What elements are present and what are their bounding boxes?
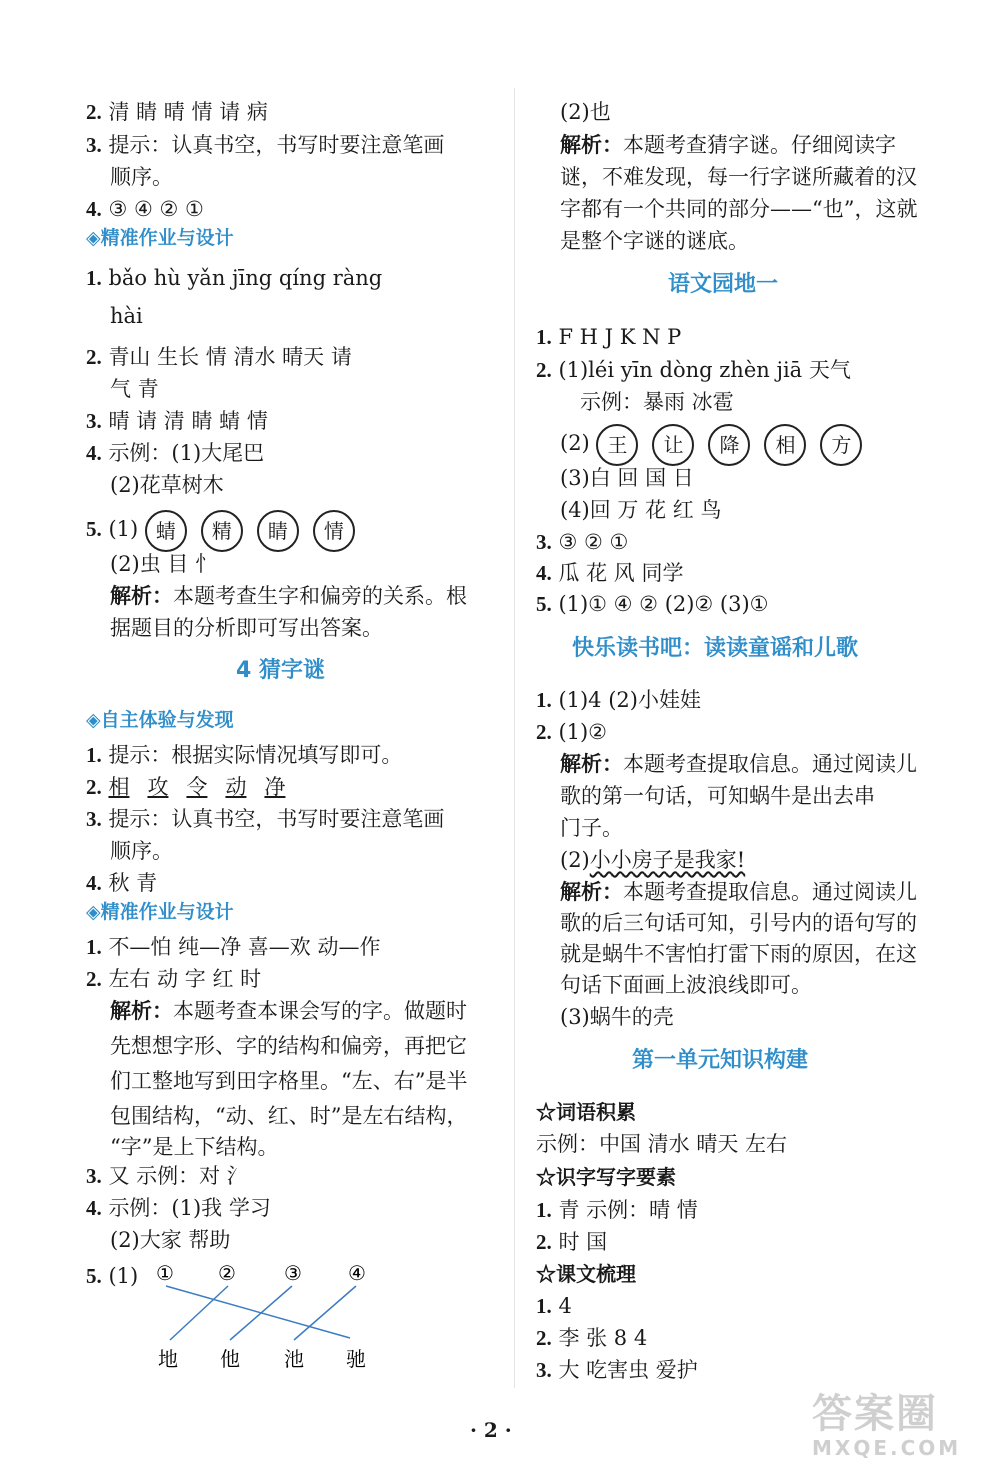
match-bottom-item: 地 (158, 1347, 178, 1371)
answer-line: 3. 提示：认真书空，书写时要注意笔画 (86, 807, 445, 831)
answer-line: (2)大家 帮助 (110, 1228, 231, 1252)
section-title: ◈自主体验与发现 (86, 709, 234, 731)
subsection-title: ☆词语积累 (536, 1100, 636, 1124)
circled-char: 相 (764, 424, 806, 466)
answer-line: (3)白 回 国 日 (560, 466, 694, 490)
pinyin-line: 1. bǎo hù yǎn jīng qíng ràng (86, 266, 383, 290)
match-line (230, 1286, 292, 1340)
answer-line: 4. 瓜 花 风 同学 (536, 561, 684, 585)
answer-line: 2. (1)② (536, 720, 608, 744)
analysis-line: 歌的后三句话可知，引号内的语句写的 (560, 911, 917, 935)
answer-line: (3)蜗牛的壳 (560, 1005, 674, 1029)
answer-line: 4. ③ ④ ② ① (86, 197, 204, 221)
match-top-item: ④ (348, 1261, 366, 1285)
answer-line: 2. 清 睛 晴 情 请 病 (86, 100, 268, 124)
lesson-heading: 语文园地一 (668, 272, 779, 297)
circled-char: 蜻 (145, 510, 187, 552)
answer-line: 4. 秋 青 (86, 871, 158, 895)
circled-answer-line: 5. (1) 蜻 精 睛 情 (86, 508, 369, 552)
circled-answer-line: (2) 王 让 降 相 方 (560, 422, 876, 466)
answer-line: 3. 提示：认真书空，书写时要注意笔画 (86, 133, 445, 157)
match-top-item: ③ (284, 1261, 302, 1285)
column-divider (514, 88, 515, 1388)
answer-line: (2)也 (560, 100, 611, 124)
answer-line: 3. 晴 请 清 睛 蜻 情 (86, 409, 268, 433)
match-top-item: ① (156, 1261, 174, 1285)
answer-line: 示例：中国 清水 晴天 左右 (536, 1132, 788, 1156)
match-line (294, 1286, 356, 1340)
analysis-line: 解析：本题考查提取信息。通过阅读儿 (560, 751, 917, 776)
circled-char: 让 (652, 424, 694, 466)
answer-line: (4)回 万 花 红 鸟 (560, 498, 722, 522)
answer-line: (2)虫 目 忄 (110, 552, 217, 576)
analysis-line: 包围结构，“动、红、时”是左右结构， (110, 1104, 468, 1128)
answer-line: 2. (1)léi yīn dòng zhèn jiā 天气 (536, 358, 851, 382)
answer-line: 示例：暴雨 冰雹 (580, 390, 734, 414)
analysis-line: 字都有一个共同的部分——“也”，这就 (560, 197, 918, 221)
circled-char: 精 (201, 510, 243, 552)
answer-line: 2. 时 国 (536, 1230, 608, 1254)
watermark: 答案圈 MXQE.COM (812, 1391, 962, 1460)
answer-line: 3. 大 吃害虫 爱护 (536, 1358, 698, 1382)
analysis-line: 谜，不难发现，每一行字谜所藏着的汉 (560, 165, 917, 189)
section-title: ◈精准作业与设计 (86, 227, 234, 249)
analysis-line: “字”是上下结构。 (110, 1135, 279, 1159)
answer-line: 1. (1)4 (2)小娃娃 (536, 688, 701, 712)
lesson-heading: 快乐读书吧：读读童谣和儿歌 (572, 636, 859, 661)
section-title: ◈精准作业与设计 (86, 901, 234, 923)
circled-char: 睛 (257, 510, 299, 552)
answer-line: (2)小小房子是我家! (560, 848, 746, 872)
answer-line: 1. 提示：根据实际情况填写即可。 (86, 743, 403, 767)
pinyin-line: hài (110, 304, 143, 328)
answer-line: 1. F H J K N P (536, 325, 682, 349)
answer-line: 3. ③ ② ① (536, 530, 629, 554)
answer-line: 2. 左右 动 字 红 时 (86, 967, 262, 991)
analysis-line: 句话下面画上波浪线即可。 (560, 973, 812, 997)
circled-char: 方 (820, 424, 862, 466)
match-line (170, 1286, 228, 1340)
answer-line: 2. 相 攻 令 动 净 (86, 775, 286, 799)
match-line (166, 1286, 350, 1338)
analysis-line: 解析：本题考查猜字谜。仔细阅读字 (560, 132, 896, 157)
answer-line: 气 青 (110, 377, 159, 401)
answer-line: 3. 又 示例：对 氵 (86, 1164, 248, 1188)
circled-char: 情 (313, 510, 355, 552)
subsection-title: ☆识字写字要素 (536, 1165, 676, 1189)
analysis-line: 据题目的分析即可写出答案。 (110, 616, 383, 640)
analysis-line: 解析：本题考查生字和偏旁的关系。根 (110, 583, 467, 608)
answer-line: 1. 不—怕 纯—净 喜—欢 动—作 (86, 935, 381, 959)
page-number: · 2 · (470, 1418, 512, 1442)
matching-label: 5. (1) (86, 1264, 139, 1288)
analysis-line: 门子。 (560, 816, 623, 840)
subsection-title: ☆课文梳理 (536, 1262, 636, 1286)
matching-diagram (140, 1258, 380, 1378)
answer-line: (2)花草树木 (110, 473, 224, 497)
answer-line: 4. 示例：(1)我 学习 (86, 1196, 271, 1220)
answer-line: 4. 示例：(1)大尾巴 (86, 441, 265, 465)
answer-line: 5. (1)① ④ ② (2)② (3)① (536, 592, 769, 616)
answer-line: 2. 李 张 8 4 (536, 1326, 648, 1350)
answer-line: 顺序。 (110, 165, 173, 189)
analysis-line: 解析：本题考查提取信息。通过阅读儿 (560, 879, 917, 904)
analysis-line: 就是蜗牛不害怕打雷下雨的原因，在这 (560, 942, 917, 966)
answer-line: 1. 4 (536, 1294, 572, 1318)
analysis-line: 们工整地写到田字格里。“左、右”是半 (110, 1069, 468, 1093)
analysis-line: 歌的第一句话，可知蜗牛是出去串 (560, 784, 875, 808)
analysis-line: 解析：本题考查本课会写的字。做题时 (110, 998, 467, 1023)
circled-char: 降 (708, 424, 750, 466)
match-bottom-item: 驰 (346, 1347, 366, 1371)
match-bottom-item: 他 (220, 1347, 240, 1371)
answer-line: 2. 青山 生长 情 清水 晴天 请 (86, 345, 352, 369)
lesson-heading: 4 猜字谜 (236, 658, 325, 683)
lesson-heading: 第一单元知识构建 (632, 1048, 809, 1073)
answer-line: 1. 青 示例：晴 情 (536, 1198, 698, 1222)
circled-char: 王 (596, 424, 638, 466)
match-top-item: ② (218, 1261, 236, 1285)
answer-line: 顺序。 (110, 839, 173, 863)
analysis-line: 是整个字谜的谜底。 (560, 229, 749, 253)
analysis-line: 先想想字形、字的结构和偏旁，再把它 (110, 1034, 467, 1058)
match-bottom-item: 池 (284, 1347, 304, 1371)
